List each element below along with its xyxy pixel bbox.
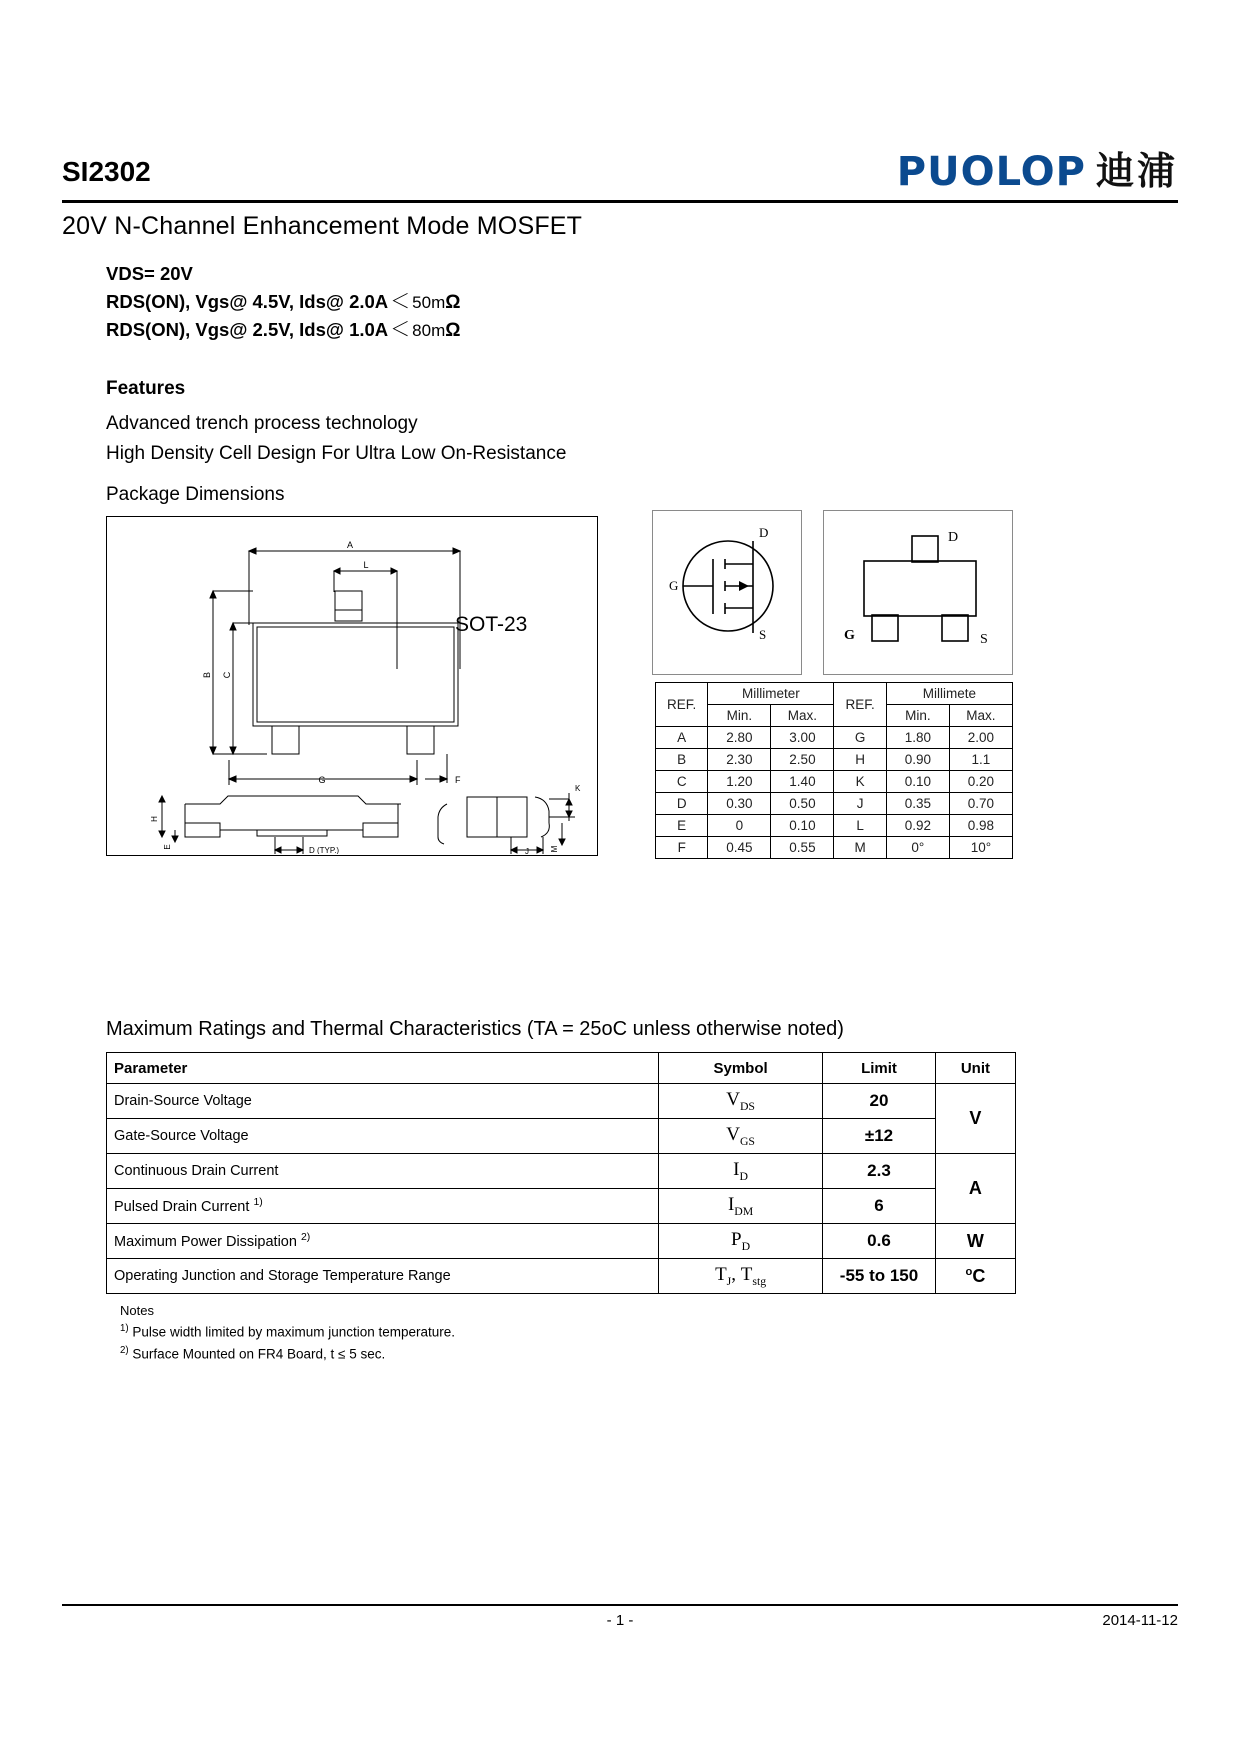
symbol-pin-s: S bbox=[759, 627, 767, 642]
rating-limit: 20 bbox=[823, 1084, 936, 1119]
rating-limit: ±12 bbox=[823, 1119, 936, 1154]
feature-item: Advanced trench process technology bbox=[106, 413, 418, 434]
dim-min: 1.20 bbox=[708, 771, 771, 793]
dim-header-unit-left: Millimeter bbox=[708, 683, 834, 705]
dim-table-row bbox=[656, 771, 1013, 793]
rating-parameter-text: Continuous Drain Current bbox=[114, 1163, 279, 1179]
dim-max: 1.40 bbox=[771, 771, 834, 793]
dim-min: 1.80 bbox=[886, 727, 949, 749]
dim-max: 3.00 bbox=[771, 727, 834, 749]
package-drawing-box bbox=[106, 516, 598, 856]
rating-footnote-marker: 1) bbox=[253, 1197, 263, 1209]
page-header bbox=[62, 149, 1178, 214]
rating-symbol bbox=[659, 1224, 823, 1259]
rating-symbol bbox=[659, 1189, 823, 1224]
dim-ref: E bbox=[656, 815, 708, 837]
ratings-col-unit: Unit bbox=[935, 1053, 1015, 1084]
rating-symbol bbox=[659, 1119, 823, 1154]
table-row bbox=[107, 1189, 1016, 1224]
dim-table-row bbox=[656, 837, 1013, 859]
symbol-sub: DM bbox=[734, 1204, 754, 1218]
table-row bbox=[107, 1224, 1016, 1259]
note-item bbox=[120, 1320, 455, 1342]
logo-wordmark: PUOLOP bbox=[896, 149, 1086, 195]
symbol-main: V bbox=[726, 1088, 740, 1110]
dim-label-a: A bbox=[346, 540, 354, 550]
footer-divider bbox=[62, 1604, 1178, 1606]
dim-min: 0.45 bbox=[708, 837, 771, 859]
symbol-sub: D bbox=[741, 1239, 751, 1253]
rating-limit: 6 bbox=[823, 1189, 936, 1224]
package-type-label: SOT-23 bbox=[455, 613, 528, 636]
dim-max: 0.20 bbox=[949, 771, 1012, 793]
rating-symbol: $T_J$, $T_{stg}$ bbox=[659, 1259, 823, 1294]
dim-label-m: M bbox=[550, 845, 559, 853]
spec-line bbox=[106, 288, 806, 316]
table-row bbox=[107, 1154, 1016, 1189]
rating-limit: 0.6 bbox=[823, 1224, 936, 1259]
rating-unit: V bbox=[935, 1084, 1015, 1154]
rating-parameter bbox=[107, 1189, 659, 1224]
dim-label-h: H bbox=[150, 816, 159, 822]
rating-unit: $^o$C bbox=[935, 1259, 1015, 1294]
pinout-pin-s: S bbox=[980, 632, 988, 647]
dim-ref: H bbox=[834, 749, 886, 771]
dim-header-max-left: Max. bbox=[771, 705, 834, 727]
symbol-main: T bbox=[715, 1263, 727, 1285]
dim-ref: J bbox=[834, 793, 886, 815]
features-section bbox=[106, 378, 806, 469]
note-marker: 2) bbox=[120, 1344, 129, 1356]
dim-min: 0.92 bbox=[886, 815, 949, 837]
dim-header-min-right: Min. bbox=[886, 705, 949, 727]
features-title: Features bbox=[106, 378, 186, 399]
spec-line bbox=[106, 260, 806, 288]
rating-unit: A bbox=[935, 1154, 1015, 1224]
symbol-main: I bbox=[733, 1158, 740, 1180]
spec-bold-text: RDS(ON), Vgs@ 4.5V, Ids@ 2.0A bbox=[106, 291, 389, 312]
rating-parameter bbox=[107, 1119, 659, 1154]
dim-table-header-row-1 bbox=[656, 683, 1013, 705]
mosfet-symbol-diagram bbox=[653, 511, 801, 674]
note-marker: 1) bbox=[120, 1323, 129, 1334]
symbol-main-2: T bbox=[740, 1263, 753, 1285]
dim-min: 0.35 bbox=[886, 793, 949, 815]
header-divider bbox=[62, 200, 1178, 203]
dim-ref: L bbox=[834, 815, 886, 837]
dim-ref: G bbox=[834, 727, 886, 749]
ratings-col-parameter: Parameter bbox=[107, 1053, 659, 1084]
dim-header-min-left: Min. bbox=[708, 705, 771, 727]
dim-ref: D bbox=[656, 793, 708, 815]
dim-table-row bbox=[656, 727, 1013, 749]
dim-header-max-right: Max. bbox=[949, 705, 1012, 727]
dim-ref: B bbox=[656, 749, 708, 771]
key-specs bbox=[106, 260, 806, 344]
page-number: - 1 - bbox=[606, 1612, 634, 1629]
spec-bold-text: VDS= 20V bbox=[106, 263, 193, 284]
spec-bold-text: RDS(ON), Vgs@ 2.5V, Ids@ 1.0A bbox=[106, 319, 389, 340]
note-text: Surface Mounted on FR4 Board, t ≤ 5 sec. bbox=[132, 1346, 386, 1361]
dim-header-unit-right: Millimete bbox=[886, 683, 1012, 705]
dim-min: 0 bbox=[708, 815, 771, 837]
rating-footnote-marker: 2) bbox=[300, 1232, 311, 1244]
dim-label-e: E bbox=[163, 844, 172, 850]
note-item bbox=[120, 1342, 455, 1364]
ratings-header-row bbox=[107, 1053, 1016, 1084]
table-row bbox=[107, 1259, 1016, 1294]
dim-max: 2.50 bbox=[771, 749, 834, 771]
spec-line bbox=[106, 316, 806, 344]
dim-table-row bbox=[656, 793, 1013, 815]
package-dimension-table bbox=[655, 682, 1013, 859]
ratings-col-symbol: Symbol bbox=[659, 1053, 823, 1084]
rating-limit: -55 to 150 bbox=[823, 1259, 936, 1294]
dim-label-k: K bbox=[575, 784, 581, 793]
rating-parameter-text: Pulsed Drain Current bbox=[114, 1198, 250, 1215]
logo-chinese-name: 迪浦 bbox=[1095, 151, 1178, 193]
rating-parameter-text: Maximum Power Dissipation bbox=[114, 1233, 297, 1250]
dim-label-d-typ: D (TYP.) bbox=[309, 846, 340, 854]
symbol-pin-d: D bbox=[759, 525, 769, 540]
spec-value: 80m bbox=[412, 321, 446, 340]
rating-symbol bbox=[659, 1154, 823, 1189]
pinout-box bbox=[823, 510, 1013, 675]
package-outline-drawing bbox=[107, 517, 597, 854]
dim-label-b: B bbox=[202, 671, 212, 679]
dim-header-ref-right: REF. bbox=[834, 683, 886, 727]
ratings-col-limit: Limit bbox=[823, 1053, 936, 1084]
dim-ref: M bbox=[834, 837, 886, 859]
dim-max: 0.98 bbox=[949, 815, 1012, 837]
dim-max: 0.70 bbox=[949, 793, 1012, 815]
company-logo bbox=[896, 149, 1178, 195]
symbol-sub-2: stg bbox=[752, 1274, 767, 1288]
symbol-sub: J bbox=[726, 1274, 732, 1288]
symbol-pin-g: G bbox=[669, 578, 679, 593]
rating-parameter-text: Gate-Source Voltage bbox=[114, 1128, 249, 1144]
rating-parameter bbox=[107, 1259, 659, 1294]
dim-max: 10° bbox=[949, 837, 1012, 859]
dim-label-j: J bbox=[525, 847, 529, 854]
package-dimensions-heading: Package Dimensions bbox=[106, 484, 285, 505]
dim-min: 0.90 bbox=[886, 749, 949, 771]
max-ratings-table bbox=[106, 1052, 1016, 1294]
dim-min: 0.30 bbox=[708, 793, 771, 815]
dim-ref: C bbox=[656, 771, 708, 793]
symbol-main: V bbox=[726, 1123, 740, 1145]
ohm-symbol: Ω bbox=[445, 292, 461, 313]
rating-limit: 2.3 bbox=[823, 1154, 936, 1189]
notes-section bbox=[120, 1302, 455, 1363]
spec-less-than: ＜ bbox=[390, 319, 411, 341]
part-number: SI2302 bbox=[62, 156, 151, 187]
dim-max: 2.00 bbox=[949, 727, 1012, 749]
mosfet-symbol-box bbox=[652, 510, 802, 675]
dim-min: 2.80 bbox=[708, 727, 771, 749]
rating-parameter-text: Drain-Source Voltage bbox=[114, 1093, 252, 1109]
dim-min: 2.30 bbox=[708, 749, 771, 771]
dim-label-c: C bbox=[222, 671, 232, 679]
dim-max: 0.50 bbox=[771, 793, 834, 815]
symbol-main: I bbox=[727, 1193, 735, 1215]
note-text: Pulse width limited by maximum junction temperature. bbox=[132, 1324, 456, 1340]
dim-max: 0.10 bbox=[771, 815, 834, 837]
rating-unit: W bbox=[935, 1224, 1015, 1259]
pinout-pin-d: D bbox=[948, 530, 959, 545]
device-subtitle: 20V N-Channel Enhancement Mode MOSFET bbox=[62, 212, 583, 240]
dim-max: 0.55 bbox=[771, 837, 834, 859]
dim-header-ref-left: REF. bbox=[656, 683, 708, 727]
rating-parameter bbox=[107, 1154, 659, 1189]
dim-max: 1.1 bbox=[949, 749, 1012, 771]
dim-ref: A bbox=[656, 727, 708, 749]
symbol-sub: GS bbox=[739, 1134, 755, 1148]
dim-table-row bbox=[656, 815, 1013, 837]
rating-parameter bbox=[107, 1224, 659, 1259]
dim-table-row bbox=[656, 749, 1013, 771]
symbol-sub: D bbox=[739, 1169, 748, 1183]
table-row bbox=[107, 1084, 1016, 1119]
ohm-symbol: Ω bbox=[445, 320, 461, 341]
symbol-sub: DS bbox=[739, 1099, 755, 1113]
spec-value: 50m bbox=[412, 293, 446, 312]
rating-parameter bbox=[107, 1084, 659, 1119]
dim-min: 0° bbox=[886, 837, 949, 859]
dim-label-l: L bbox=[363, 560, 369, 570]
symbol-main: P bbox=[731, 1228, 742, 1250]
spec-less-than bbox=[193, 263, 197, 285]
table-row bbox=[107, 1119, 1016, 1154]
rating-parameter-text: Operating Junction and Storage Temperature Range bbox=[114, 1268, 451, 1284]
pinout-pin-g: G bbox=[844, 628, 855, 643]
feature-item: High Density Cell Design For Ultra Low On-Resistance bbox=[106, 443, 567, 464]
notes-title: Notes bbox=[120, 1303, 154, 1318]
max-ratings-heading: Maximum Ratings and Thermal Characteristics (TA = 25oC unless otherwise noted) bbox=[106, 1018, 844, 1040]
dim-min: 0.10 bbox=[886, 771, 949, 793]
dim-ref: K bbox=[834, 771, 886, 793]
document-date: 2014-11-12 bbox=[1102, 1612, 1178, 1629]
dim-label-f: F bbox=[455, 775, 461, 785]
dim-label-g: G bbox=[318, 775, 326, 785]
rating-symbol bbox=[659, 1084, 823, 1119]
pinout-diagram bbox=[824, 511, 1012, 674]
spec-less-than: ＜ bbox=[390, 291, 411, 313]
dim-ref: F bbox=[656, 837, 708, 859]
